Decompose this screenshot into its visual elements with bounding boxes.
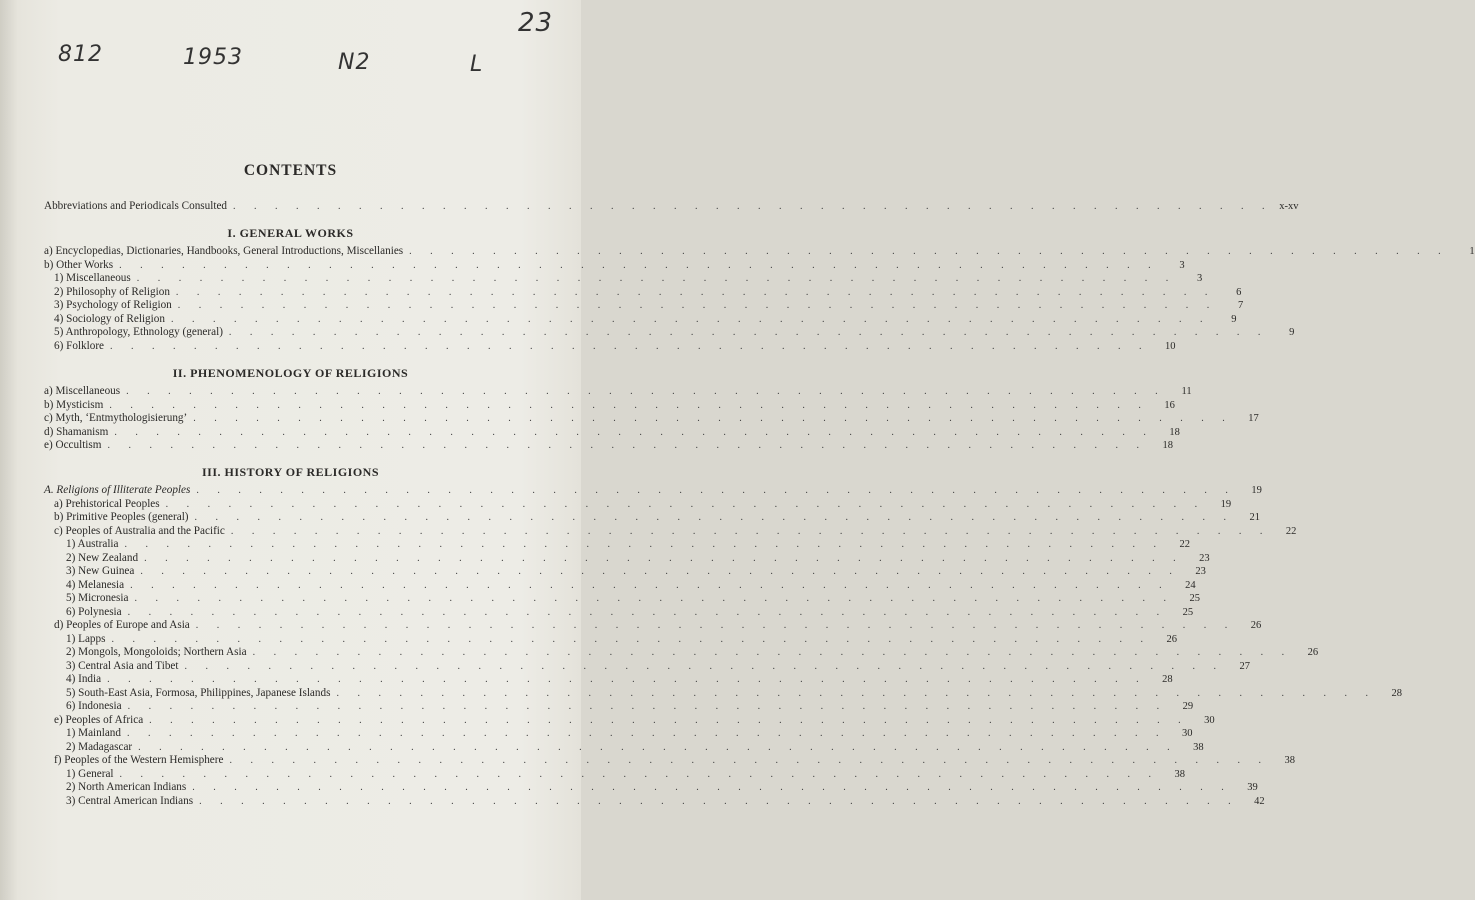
toc-entry-label: a) Miscellaneous <box>44 385 121 397</box>
dot-leader: . . . . . . . . . . . . . . . . . . . . . . . . . . . . . . . . . . . . . . . . . . . . . . . . . . <box>140 566 1180 577</box>
toc-entry-page: 26 <box>1250 620 1262 631</box>
dot-leader: . . . . . . . . . . . . . . . . . . . . . . . . . . . . . . . . . . . . . . . . . . . . . . . . . . <box>111 633 1151 645</box>
dot-leader: . . . . . . . . . . . . . . . . . . . . . . . . . . . . . . . . . . . . . . . . . . . . . . . . . . <box>184 660 1224 672</box>
dot-leader: . . . . . . . . . . . . . . . . . . . . . . . . . . . . . . . . . . . . . . . . . . . . . . . . . . <box>252 647 1293 658</box>
toc-entry-label: 1) General <box>66 767 114 780</box>
toc-entry <box>44 398 1175 412</box>
section-heading: III. HISTORY OF RELIGIONS <box>201 465 379 479</box>
toc-entry-label: 1) Lapps <box>66 632 106 645</box>
toc-entry-page: 22 <box>1179 539 1191 550</box>
dot-leader: . . . . . . . . . . . . . . . . . . . . . . . . . . . . . . . . . . . . . . . . . . . . . . . . . . <box>119 768 1160 780</box>
dot-leader: . . . . . . . . . . . . . . . . . . . . . . . . . . . . . . . . . . . . . . . . . . . . . . . . . . <box>149 714 1189 726</box>
toc-entry <box>66 591 1200 605</box>
toc-entry <box>54 325 1295 339</box>
dot-leader: . . . . . . . . . . . . . . . . . . . . . . . . . . . . . . . . . . . . . . . . . . . . . . . . . . <box>110 340 1150 352</box>
dot-leader: . . . . . . . . . . . . . . . . . . . . . . . . . . . . . . . . . . . . . . . . . . . . . . . . . . <box>165 498 1206 510</box>
handwritten-note-1: 812 <box>58 42 103 67</box>
toc-entry-label: c) Myth, ‘Entmythologisierung’ <box>44 412 188 424</box>
toc-entry-label: 4) Melanesia <box>66 578 125 591</box>
dot-leader: . . . . . . . . . . . . . . . . . . . . . . . . . . . . . . . . . . . . . . . . . . . . . . . . . . <box>107 440 1147 451</box>
toc-entry <box>54 298 1244 312</box>
toc-entry-page: 10 <box>1165 340 1176 352</box>
toc-entry-page: 29 <box>1182 701 1194 712</box>
toc-entry-label: b) Primitive Peoples (general) <box>54 511 189 523</box>
dot-leader: . . . . . . . . . . . . . . . . . . . . . . . . . . . . . . . . . . . . . . . . . . . . . . . . . . <box>127 701 1168 712</box>
toc-entry <box>44 438 1173 452</box>
dot-leader: . . . . . . . . . . . . . . . . . . . . . . . . . . . . . . . . . . . . . . . . . . . . . . . . . . <box>114 426 1154 438</box>
toc-entry-label: 4) India <box>66 673 102 685</box>
toc-entry <box>44 425 1180 439</box>
dot-leader: . . . . . . . . . . . . . . . . . . . . . . . . . . . . . . . . . . . . . . . . . . . . . . . . . . <box>177 300 1218 311</box>
dot-leader: . . . . . . . . . . . . . . . . . . . . . . . . . . . . . . . . . . . . . . . . . . . . . . . . . . <box>199 795 1239 807</box>
toc-entry <box>44 384 1192 398</box>
toc-entry-page: 9 <box>1289 327 1295 338</box>
dot-leader: . . . . . . . . . . . . . . . . . . . . . . . . . . . . . . . . . . . . . . . . . . . . . . . . . . <box>196 485 1236 496</box>
toc-entry-page: 26 <box>1307 647 1319 658</box>
toc-entry-page: 42 <box>1254 795 1265 807</box>
toc-entry <box>66 564 1206 578</box>
toc-entry <box>44 199 1299 213</box>
toc-entry-label: 1) Mainland <box>66 727 121 739</box>
toc-entry-label: 2) Mongols, Mongoloids; Northern Asia <box>66 646 247 658</box>
toc-entry-page: 39 <box>1247 782 1258 793</box>
section-heading: II. PHENOMENOLOGY OF RELIGIONS <box>172 366 409 380</box>
toc-entry-label: e) Occultism <box>44 439 102 451</box>
handwritten-note-3: N2 <box>338 50 371 75</box>
toc-entry <box>66 578 1196 592</box>
toc-entry-page: 28 <box>1391 687 1402 699</box>
toc-entry <box>66 794 1265 808</box>
dot-leader: . . . . . . . . . . . . . . . . . . . . . . . . . . . . . . . . . . . . . . . . . . . . . . . . . . <box>409 246 1449 257</box>
toc-entry-page: 6 <box>1236 286 1242 298</box>
toc-entry <box>66 699 1194 713</box>
toc-entry-page: 19 <box>1251 485 1262 496</box>
dot-leader: . . . . . . . . . . . . . . . . . . . . . . . . . . . . . . . . . . . . . . . . . . . . . . . . . . <box>119 259 1159 271</box>
toc-entry <box>66 605 1194 619</box>
toc-entry-label: f) Peoples of the Western Hemisphere <box>54 754 224 766</box>
toc-entry-page: 24 <box>1185 579 1196 591</box>
toc-entry <box>54 510 1261 524</box>
toc-entry-page: x-xv <box>1279 201 1299 212</box>
toc-entry-page: 7 <box>1238 300 1244 311</box>
toc-entry-label: a) Prehistorical Peoples <box>54 497 160 510</box>
toc-entry-page: 18 <box>1169 426 1180 438</box>
toc-entry-label: d) Shamanism <box>44 425 109 438</box>
dot-leader: . . . . . . . . . . . . . . . . . . . . . . . . . . . . . . . . . . . . . . . . . . . . . . . . . . <box>126 386 1166 397</box>
toc-entry-label: 3) New Guinea <box>66 565 135 577</box>
toc-entry-page: 18 <box>1162 440 1173 451</box>
toc-entry-label: 3) Central Asia and Tibet <box>66 659 179 672</box>
dot-leader: . . . . . . . . . . . . . . . . . . . . . . . . . . . . . . . . . . . . . . . . . . . . . . . . . . <box>127 606 1168 618</box>
toc-entry-label: d) Peoples of Europe and Asia <box>54 619 190 631</box>
toc-entry <box>66 537 1191 551</box>
toc-entry <box>66 726 1193 740</box>
toc-entry-label: 1) Miscellaneous <box>54 272 131 284</box>
dot-leader: . . . . . . . . . . . . . . . . . . . . . . . . . . . . . . . . . . . . . . . . . . . . . . . . . . <box>228 327 1269 338</box>
toc-entry <box>66 551 1210 565</box>
toc-entry-page: 38 <box>1174 768 1186 780</box>
toc-entry-page: 9 <box>1231 313 1237 325</box>
dot-leader: . . . . . . . . . . . . . . . . . . . . . . . . . . . . . . . . . . . . . . . . . . . . . . . . . . <box>229 755 1269 766</box>
toc-entry-label: 2) Madagascar <box>66 740 133 753</box>
toc-entry-label: 5) Micronesia <box>66 592 129 604</box>
toc-entry <box>54 497 1232 511</box>
toc-entry <box>54 271 1203 285</box>
toc-entry <box>44 258 1185 272</box>
toc-entry-label: 4) Sociology of Religion <box>54 312 165 325</box>
toc-entry-page: 22 <box>1285 525 1297 537</box>
toc-entry-page: 30 <box>1204 714 1215 726</box>
toc-entry-label: 6) Folklore <box>54 339 105 352</box>
toc-entry-label: 5) Anthropology, Ethnology (general) <box>54 326 223 338</box>
toc-entry-page: 23 <box>1199 552 1210 564</box>
dot-leader: . . . . . . . . . . . . . . . . . . . . . . . . . . . . . . . . . . . . . . . . . . . . . . . . . . <box>195 620 1236 631</box>
toc-entry <box>66 632 1177 646</box>
toc-entry-label: 5) South-East Asia, Formosa, Philippines, Japanese Islands <box>66 686 331 699</box>
dot-leader: . . . . . . . . . . . . . . . . . . . . . . . . . . . . . . . . . . . . . . . . . . . . . . . . . . <box>175 286 1216 298</box>
toc-entry-label: b) Other Works <box>44 258 114 271</box>
dot-leader: . . . . . . . . . . . . . . . . . . . . . . . . . . . . . . . . . . . . . . . . . . . . . . . . . . <box>192 782 1232 793</box>
toc-entry-page: 25 <box>1189 593 1200 604</box>
dot-leader: . . . . . . . . . . . . . . . . . . . . . . . . . . . . . . . . . . . . . . . . . . . . . . . . . . <box>134 593 1174 604</box>
toc-entry <box>66 686 1402 700</box>
toc-entry <box>44 411 1259 425</box>
dot-leader: . . . . . . . . . . . . . . . . . . . . . . . . . . . . . . . . . . . . . . . . . . . . . . . . . . <box>230 525 1271 537</box>
dot-leader: . . . . . . . . . . . . . . . . . . . . . . . . . . . . . . . . . . . . . . . . . . . . . . . . . . <box>138 741 1178 753</box>
dot-leader: . . . . . . . . . . . . . . . . . . . . . . . . . . . . . . . . . . . . . . . . . . . . . . . . . . <box>127 728 1167 739</box>
toc-entry-page: 30 <box>1182 728 1193 739</box>
dot-leader: . . . . . . . . . . . . . . . . . . . . . . . . . . . . . . . . . . . . . . . . . . . . . . . . . . <box>107 674 1147 685</box>
toc-entry <box>54 618 1262 632</box>
toc-entry <box>66 740 1204 754</box>
toc-entry-label: 6) Polynesia <box>66 605 122 618</box>
toc-entry-label: 3) Central American Indians <box>66 794 194 807</box>
toc-entry-page: 3 <box>1179 259 1185 271</box>
toc-entry <box>44 244 1475 258</box>
dot-leader: . . . . . . . . . . . . . . . . . . . . . . . . . . . . . . . . . . . . . . . . . . . . . . . . . . <box>193 413 1233 424</box>
toc-entry-label: e) Peoples of Africa <box>54 713 144 726</box>
toc-entry-page: 17 <box>1248 413 1259 424</box>
toc-entry <box>66 767 1186 781</box>
page-title: CONTENTS <box>243 162 338 179</box>
toc-entry <box>54 285 1242 299</box>
toc-entry <box>44 483 1262 497</box>
toc-entry-label: b) Mysticism <box>44 398 104 411</box>
toc-entry-label: c) Peoples of Australia and the Pacific <box>54 524 225 537</box>
toc-entry-label: a) Encyclopedias, Dictionaries, Handbooks, General Introductions, Miscellanies <box>44 245 404 257</box>
toc-entry-label: 6) Indonesia <box>66 700 122 712</box>
dot-leader: . . . . . . . . . . . . . . . . . . . . . . . . . . . . . . . . . . . . . . . . . . . . . . . . . . <box>144 552 1184 564</box>
dot-leader: . . . . . . . . . . . . . . . . . . . . . . . . . . . . . . . . . . . . . . . . . . . . . . . . . . <box>336 687 1376 699</box>
dot-leader: . . . . . . . . . . . . . . . . . . . . . . . . . . . . . . . . . . . . . . . . . . . . . . . . . . <box>109 399 1149 411</box>
toc-entry-page: 27 <box>1239 660 1250 672</box>
toc-entry <box>66 659 1250 673</box>
toc-entry <box>54 524 1297 538</box>
toc-entry-label: 2) North American Indians <box>66 781 187 793</box>
toc-entry-label: 2) Philosophy of Religion <box>54 285 170 298</box>
dot-leader: . . . . . . . . . . . . . . . . . . . . . . . . . . . . . . . . . . . . . . . . . . . . . . . . . . <box>170 313 1211 325</box>
handwritten-note-4: L <box>470 52 484 77</box>
toc-entry-label: Abbreviations and Periodicals Consulted <box>44 200 228 212</box>
dot-leader: . . . . . . . . . . . . . . . . . . . . . . . . . . . . . . . . . . . . . . . . . . . . . . . . . . <box>124 539 1165 550</box>
toc-entry-page: 38 <box>1284 755 1295 766</box>
toc-entry-label: 2) New Zealand <box>66 551 139 564</box>
toc-entry-page: 1 <box>1469 246 1475 257</box>
toc-entry-page: 38 <box>1193 741 1204 753</box>
toc-entry-page: 25 <box>1182 606 1194 618</box>
toc-entry-page: 16 <box>1164 399 1175 411</box>
dot-leader: . . . . . . . . . . . . . . . . . . . . . . . . . . . . . . . . . . . . . . . . . . . . . . . . . . <box>194 512 1235 523</box>
toc-entry-page: 21 <box>1249 512 1261 523</box>
toc-entry-page: 19 <box>1220 498 1232 510</box>
toc-entry <box>54 312 1237 326</box>
toc-entry-page: 11 <box>1181 386 1192 397</box>
toc-entry <box>54 339 1176 353</box>
toc-entry-page: 23 <box>1195 566 1206 577</box>
toc-entry <box>66 672 1173 686</box>
toc-entry-page: 3 <box>1197 273 1203 284</box>
toc-entry <box>66 645 1319 659</box>
toc-entry <box>54 713 1215 727</box>
toc-entry-page: 26 <box>1166 633 1177 645</box>
dot-leader: . . . . . . . . . . . . . . . . . . . . . . . . . . . . . . . . . . . . . . . . . . . . . . . . . . <box>130 579 1170 591</box>
section-heading: I. GENERAL WORKS <box>227 226 354 240</box>
handwritten-note-2: 1953 <box>183 45 243 70</box>
toc-entry-label: 3) Psychology of Religion <box>54 299 172 311</box>
toc-entry-label: A. Religions of Illiterate Peoples <box>44 484 191 496</box>
toc-entry <box>66 780 1258 794</box>
dot-leader: . . . . . . . . . . . . . . . . . . . . . . . . . . . . . . . . . . . . . . . . . . . . . . . . . . <box>136 273 1177 284</box>
toc-entry-label: 1) Australia <box>66 538 119 550</box>
toc-entry <box>54 753 1295 767</box>
toc-entry-page: 28 <box>1162 674 1173 685</box>
handwritten-page-number: 23 <box>518 8 554 38</box>
dot-leader: . . . . . . . . . . . . . . . . . . . . . . . . . . . . . . . . . . . . . . . . . . . . . . . . . . <box>233 201 1273 212</box>
